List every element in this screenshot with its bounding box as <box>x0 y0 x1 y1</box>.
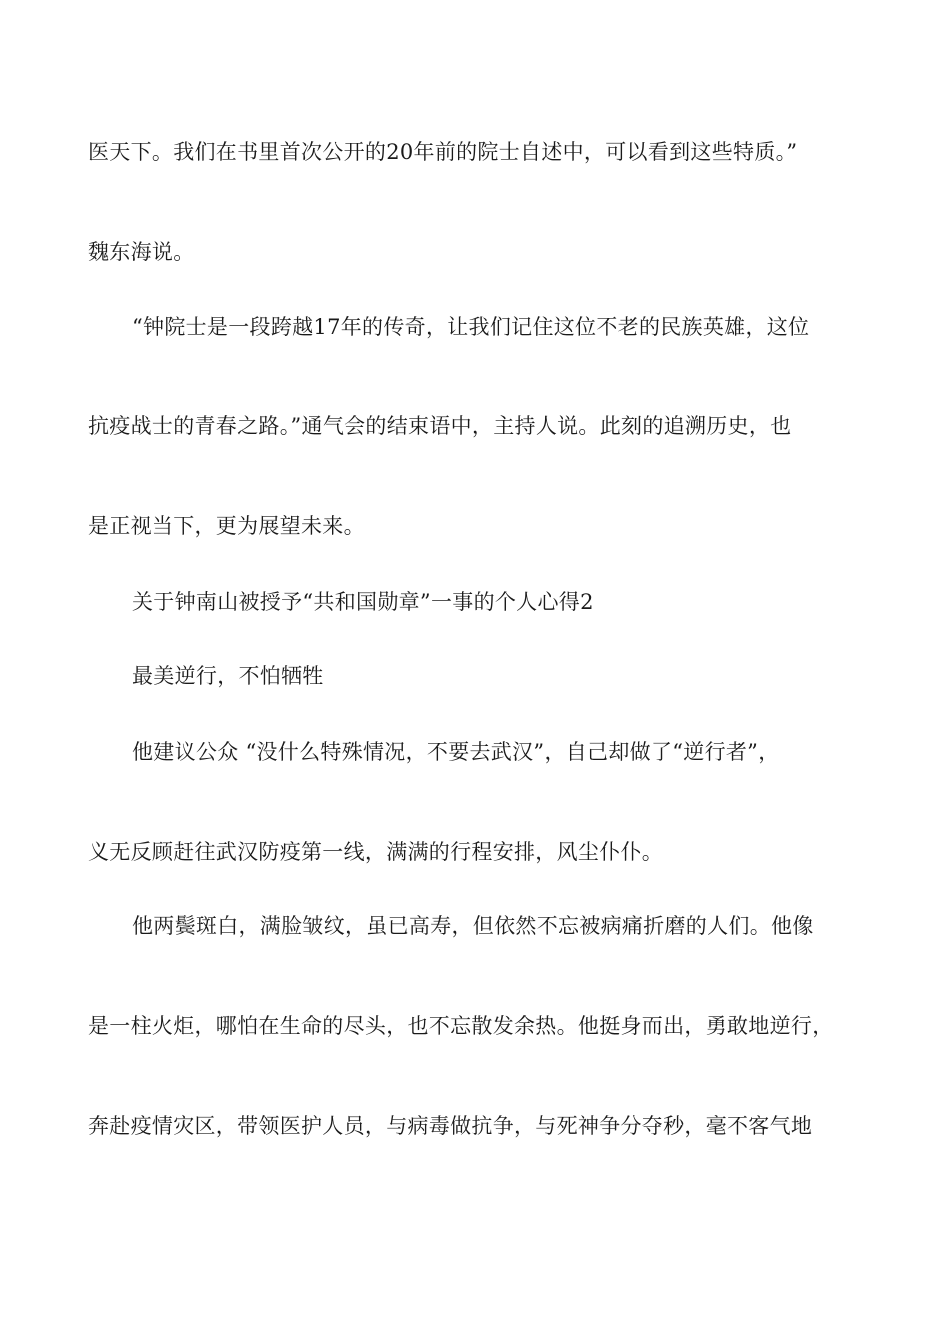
section-heading: 关于钟南山被授予“共和国勋章”一事的个人心得2 <box>132 590 594 614</box>
text-line: 是一柱火炬，哪怕在生命的尽头，也不忘散发余热。他挺身而出，勇敢地逆行， <box>88 1014 834 1038</box>
text-line: 抗疫战士的青春之路。”通气会的结束语中，主持人说。此刻的追溯历史，也 <box>88 414 792 438</box>
text-line: 他两鬓斑白，满脸皱纹，虽已高寿，但依然不忘被病痛折磨的人们。他像 <box>132 914 814 938</box>
text-line: 义无反顾赶往武汉防疫第一线，满满的行程安排，风尘仆仆。 <box>88 840 664 864</box>
text-line: 奔赴疫情灾区，带领医护人员，与病毒做抗争，与死神争分夺秒，毫不客气地 <box>88 1114 813 1138</box>
text-line: 是正视当下，更为展望未来。 <box>88 514 365 538</box>
text-line: 魏东海说。 <box>88 240 195 264</box>
text-line: “钟院士是一段跨越17年的传奇，让我们记住这位不老的民族英雄，这位 <box>132 315 810 339</box>
text-line: 他建议公众 “没什么特殊情况，不要去武汉”，自己却做了“逆行者”， <box>132 740 780 764</box>
text-line: 医天下。我们在书里首次公开的20年前的院士自述中，可以看到这些特质。” <box>88 140 798 164</box>
section-subheading: 最美逆行，不怕牺牲 <box>132 664 324 688</box>
